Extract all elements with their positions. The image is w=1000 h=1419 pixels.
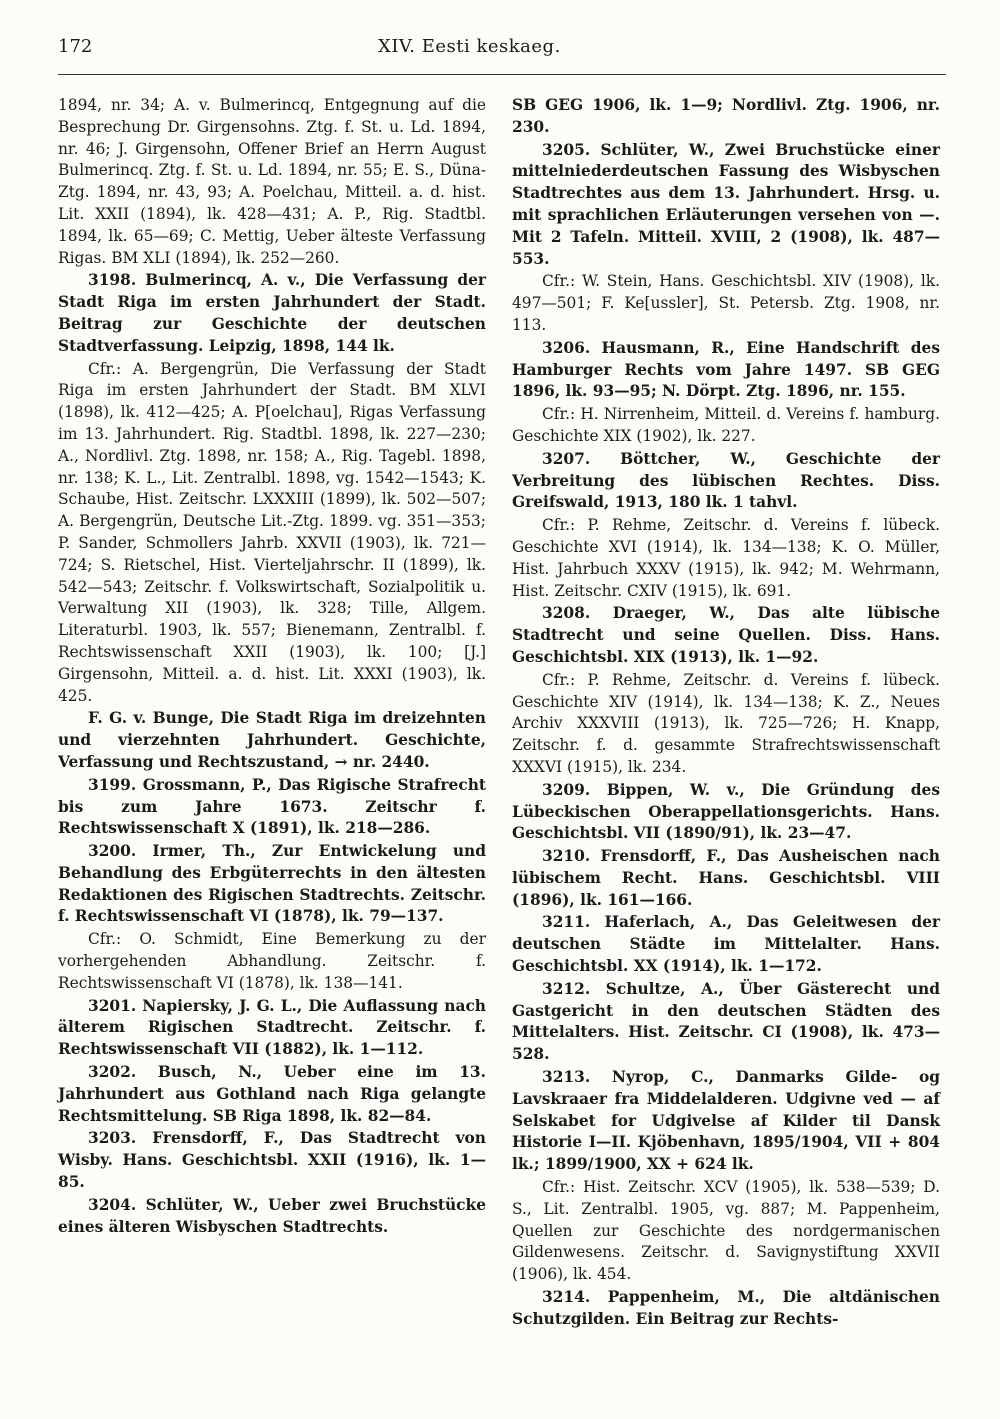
bibliography-entry: 3199. Grossmann, P., Das Rigische Strafrecht bis zum Jahre 1673. Zeitschr f. Rechtswissenschaft X (1891), lk. 218—286.	[58, 775, 486, 838]
bibliography-entry: Cfr.: O. Schmidt, Eine Bemerkung zu der vorhergehenden Abhandlung. Zeitschr. f. Rechtswissenschaft VI (1878), lk. 138—141.	[58, 930, 486, 992]
page-number: 172	[58, 36, 93, 57]
bibliography-entry: 3208. Draeger, W., Das alte lübische Stadtrecht und seine Quellen. Diss. Hans. Geschichtsbl. XIX (1913), lk. 1—92.	[512, 604, 940, 666]
bibliography-entry: 3213. Nyrop, C., Danmarks Gilde- og Lavskraaer fra Middelalderen. Udgivne ved — af Selskabet for Udgivelse af Kilder til Dansk Historie I—II. Kjöbenhavn, 1895/1904, VII + 804 lk.; 1899/1900, XX + 624 lk.	[512, 1068, 940, 1174]
bibliography-entry: Cfr.: H. Nirrenheim, Mitteil. d. Vereins f. hamburg. Geschichte XIX (1902), lk. 227.	[512, 405, 940, 445]
bibliography-entry: 3211. Haferlach, A., Das Geleitwesen der deutschen Städte im Mittelalter. Hans. Geschichtsbl. XX (1914), lk. 1—172.	[512, 913, 940, 976]
bibliography-entry: 3209. Bippen, W. v., Die Gründung des Lübeckischen Oberappellationsgerichts. Hans. Geschichtsbl. VII (1890/91), lk. 23—47.	[512, 780, 940, 843]
header-rule	[58, 74, 946, 75]
bibliography-entry: 3205. Schlüter, W., Zwei Bruchstücke einer mittelniederdeutschen Fassung des Wisbyschen Stadtrechtes aus dem 13. Jahrhundert. Hrsg. u. mit sprachlichen Erläuterungen versehen von —. Mit 2 Tafeln. Mitteil. XVIII, 2 (1908), lk. 487—553.	[512, 140, 940, 268]
bibliography-entry: 3204. Schlüter, W., Ueber zwei Bruchstücke eines älteren Wisbyschen Stadtrechts.	[58, 1195, 486, 1236]
bibliography-entry: 3203. Frensdorff, F., Das Stadtrecht von Wisby. Hans. Geschichtsbl. XXII (1916), lk. 1—85.	[58, 1129, 486, 1192]
page-header	[58, 36, 948, 66]
bibliography-entry: Cfr.: Hist. Zeitschr. XCV (1905), lk. 538—539; D. S., Lit. Zentralbl. 1905, vg. 887; M. Pappenheim, Quellen zur Geschichte des nordgermanischen Gildenwesens. Zeitschr. d. Savignystiftung XXVII (1906), lk. 454.	[512, 1178, 940, 1284]
bibliography-entry: 3200. Irmer, Th., Zur Entwickelung und Behandlung des Erbgüterrechts in den ältesten Redaktionen des Rigischen Stadtrechts. Zeitschr. f. Rechtswissenschaft VI (1878), lk. 79—137.	[58, 842, 486, 926]
running-head: XIV. Eesti keskaeg.	[378, 36, 561, 57]
bibliography-entry: 3214. Pappenheim, M., Die altdänischen Schutzgilden. Ein Beitrag zur Rechts-	[512, 1288, 940, 1328]
bibliography-entry: SB GEG 1906, lk. 1—9; Nordlivl. Ztg. 1906, nr. 230.	[512, 96, 940, 136]
bibliography-entry: 3201. Napiersky, J. G. L., Die Auflassung nach älterem Rigischen Stadtrecht. Zeitschr. f. Rechtswissenschaft VII (1882), lk. 1—112.	[58, 996, 486, 1059]
bibliography-entry: 3202. Busch, N., Ueber eine im 13. Jahrhundert aus Gothland nach Riga gelangte Rechtsmittelung. SB Riga 1898, lk. 82—84.	[58, 1063, 486, 1125]
bibliography-entry: 3212. Schultze, A., Über Gästerecht und Gastgericht in den deutschen Städten des Mittelalters. Hist. Zeitschr. CI (1908), lk. 473—528.	[512, 979, 940, 1064]
bibliography-entry: Cfr.: A. Bergengrün, Die Verfassung der Stadt Riga im ersten Jahrhundert der Stadt. BM XLVI (1898), lk. 412—425; A. P[oelchau], Rigas Verfassung im 13. Jahrhundert. Rig. Stadtbl. 1898, lk. 227—230; A., Nordlivl. Ztg. 1898, nr. 158; A., Rig. Tagebl. 1898, nr. 138; K. L., Lit. Zentralbl. 1898, vg. 1542—1543; K. Schaube, Hist. Zeitschr. LXXXIII (1899), lk. 502—507; A. Bergengrün, Deutsche Lit.-Ztg. 1899. vg. 351—353; P. Sander, Schmollers Jahrb. XXVII (1903), lk. 721—724; S. Rietschel, Hist. Vierteljahrschr. II (1899), lk. 542—543; Zeitschr. f. Volkswirtschaft, Sozialpolitik u. Verwaltung XII (1903), lk. 328; Tille, Allgem. Literaturbl. 1903, lk. 557; Bienemann, Zentralbl. f. Rechtswissenschaft XXII (1903), lk. 100; [J.] Girgensohn, Mitteil. a. d. hist. Lit. XXXI (1903), lk. 425.	[58, 359, 486, 705]
bibliography-entry: Cfr.: P. Rehme, Zeitschr. d. Vereins f. lübeck. Geschichte XVI (1914), lk. 134—138; K. O. Müller, Hist. Jahrbuch XXXV (1915), lk. 942; M. Wehrmann, Hist. Zeitschr. CXIV (1915), lk. 691.	[512, 516, 940, 600]
bibliography-entry: Cfr.: W. Stein, Hans. Geschichtsbl. XIV (1908), lk. 497—501; F. Ke[ussler], St. Petersb. Ztg. 1908, nr. 113.	[512, 272, 940, 334]
bibliography-entry: 3198. Bulmerincq, A. v., Die Verfassung der Stadt Riga im ersten Jahrhundert der Stadt. Beitrag zur Geschichte der deutschen Stadtverfassung. Leipzig, 1898, 144 lk.	[58, 271, 486, 355]
bibliography-entry: 1894, nr. 34; A. v. Bulmerincq, Entgegnung auf die Besprechung Dr. Girgensohns. Ztg. f. St. u. Ld. 1894, nr. 46; J. Girgensohn, Offener Brief an Herrn August Bulmerincq. Ztg. f. St. u. Ld. 1894, nr. 55; E. S., Düna-Ztg. 1894, nr. 43, 93; A. Poelchau, Mitteil. a. d. hist. Lit. XXII (1894), lk. 428—431; A. P., Rig. Stadtbl. 1894, lk. 65—69; C. Mettig, Ueber älteste Verfassung Rigas. BM XLI (1894), lk. 252—260.	[58, 96, 486, 267]
bibliography-entry: F. G. v. Bunge, Die Stadt Riga im dreizehnten und vierzehnten Jahrhundert. Geschichte, Verfassung und Rechtszustand, → nr. 2440.	[58, 709, 486, 771]
left-column	[58, 95, 486, 1239]
right-column	[512, 95, 940, 1332]
bibliography-entry: 3206. Hausmann, R., Eine Handschrift des Hamburger Rechts vom Jahre 1497. SB GEG 1896, lk. 93—95; N. Dörpt. Ztg. 1896, nr. 155.	[512, 338, 940, 401]
bibliography-entry: 3207. Böttcher, W., Geschichte der Verbreitung des lübischen Rechtes. Diss. Greifswald, 1913, 180 lk. 1 tahvl.	[512, 449, 940, 512]
bibliography-entry: Cfr.: P. Rehme, Zeitschr. d. Vereins f. lübeck. Geschichte XIV (1914), lk. 134—138; K. Z., Neues Archiv XXXVIII (1913), lk. 725—726; H. Knapp, Zeitschr. f. d. gesammte Strafrechtswissenschaft XXXVI (1915), lk. 234.	[512, 670, 940, 776]
bibliography-entry: 3210. Frensdorff, F., Das Ausheischen nach lübischem Recht. Hans. Geschichtsbl. VIII (1896), lk. 161—166.	[512, 847, 940, 909]
